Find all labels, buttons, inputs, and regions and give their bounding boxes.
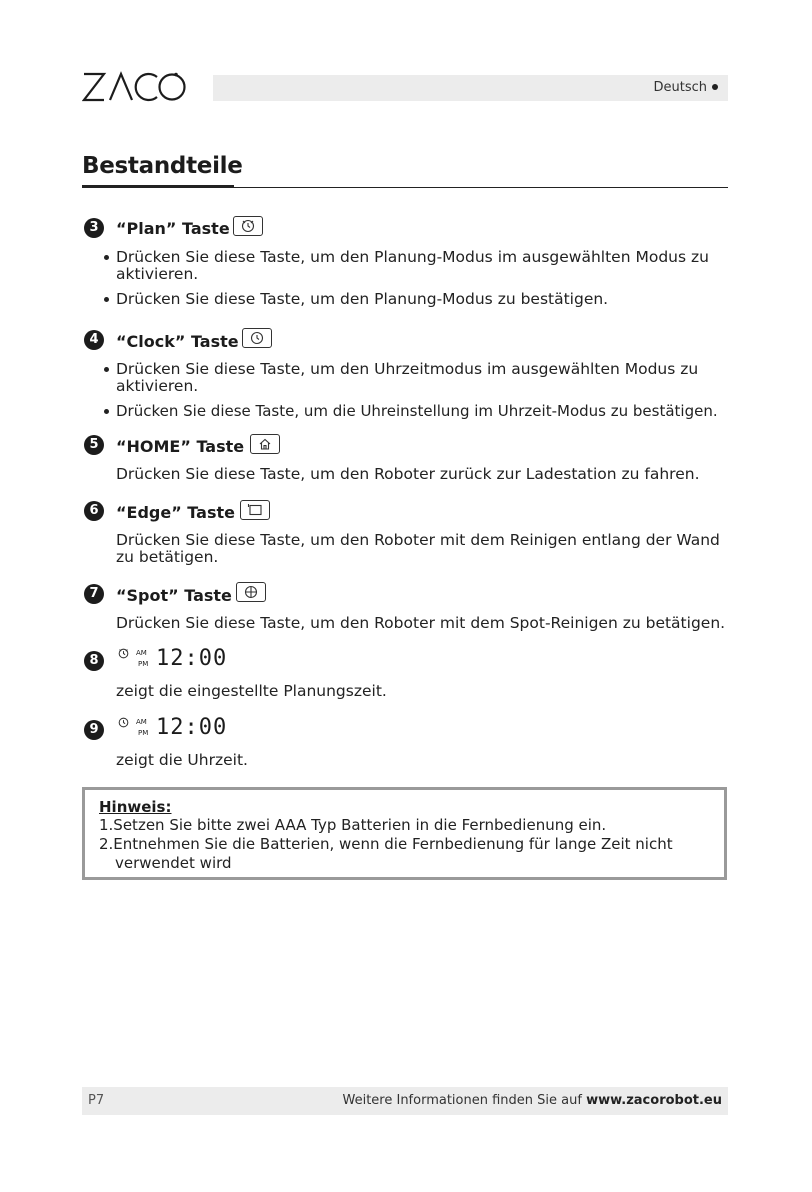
spot-button-icon-box — [236, 582, 266, 602]
header-bar — [213, 75, 728, 101]
clock-bullet-2: Drücken Sie diese Taste, um die Uhreinstellung im Uhrzeit-Modus zu bestätigen. — [116, 401, 746, 421]
item-title-home: “HOME” Taste — [116, 437, 245, 456]
plan-button-icon-box — [233, 216, 263, 236]
home-icon — [258, 437, 272, 451]
clock-bullet-1: Drücken Sie diese Taste, um den Uhrzeitmodus im ausgewählten Modus zu — [116, 359, 736, 379]
item-number-9: 9 — [84, 720, 104, 740]
am-indicator: AM — [136, 649, 147, 657]
edge-button-icon-box — [240, 500, 270, 520]
plan-bullet-1-cont: aktivieren. — [116, 265, 199, 283]
home-description: Drücken Sie diese Taste, um den Roboter zurück zur Ladestation zu fahren. — [116, 465, 700, 483]
zaco-logo — [82, 70, 186, 104]
plan-time-value: 12:00 — [156, 646, 228, 671]
item-title-spot: “Spot” Taste — [116, 586, 232, 605]
pm-indicator: PM — [138, 660, 149, 668]
item-title-clock: “Clock” Taste — [116, 332, 239, 351]
footer-info — [343, 1093, 723, 1108]
clock-button-icon-box — [242, 328, 272, 348]
footer-url-link[interactable]: www.zacorobot.eu — [586, 1093, 722, 1108]
plan-icon — [118, 648, 129, 659]
item-title-edge: “Edge” Taste — [116, 503, 235, 522]
plan-bullet-2: Drücken Sie diese Taste, um den Planung-Modus zu bestätigen. — [116, 289, 736, 309]
item-number-3: 3 — [84, 218, 104, 238]
home-button-icon-box — [250, 434, 280, 454]
plan-bullet-1: Drücken Sie diese Taste, um den Planung-Modus im ausgewählten Modus zu — [116, 247, 736, 267]
language-label: Deutsch — [653, 80, 718, 95]
item-number-7: 7 — [84, 584, 104, 604]
note-line-3: verwendet wird — [115, 854, 232, 872]
plan-icon — [241, 219, 255, 233]
note-line-1: 1.Setzen Sie bitte zwei AAA Typ Batterien in die Fernbedienung ein. — [99, 816, 607, 834]
edge-icon — [247, 503, 263, 517]
item-number-6: 6 — [84, 501, 104, 521]
clock-icon — [250, 331, 264, 345]
edge-description-line-1: Drücken Sie diese Taste, um den Roboter mit dem Reinigen entlang der Wand — [116, 531, 720, 549]
item-number-5: 5 — [84, 435, 104, 455]
item-number-8: 8 — [84, 651, 104, 671]
plan-time-description: zeigt die eingestellte Planungszeit. — [116, 682, 387, 700]
spot-icon — [244, 585, 258, 599]
clock-time-description: zeigt die Uhrzeit. — [116, 751, 248, 769]
footer-text: Weitere Informationen finden Sie auf — [342, 1093, 582, 1108]
clock-time-value: 12:00 — [156, 715, 228, 740]
item-number-4: 4 — [84, 330, 104, 350]
note-title: Hinweis: — [99, 798, 172, 816]
pm-indicator: PM — [138, 729, 149, 737]
bullet-dot-icon — [712, 84, 718, 90]
am-indicator: AM — [136, 718, 147, 726]
section-title: Bestandteile — [82, 153, 243, 179]
edge-description-line-2: zu betätigen. — [116, 548, 219, 566]
clock-icon — [118, 717, 129, 728]
footer-bar — [82, 1087, 728, 1115]
page-number: P7 — [88, 1093, 105, 1108]
note-box — [82, 787, 727, 880]
title-underline — [82, 185, 234, 188]
note-line-2: 2.Entnehmen Sie die Batterien, wenn die Fernbedienung für lange Zeit nicht — [99, 835, 673, 853]
spot-description: Drücken Sie diese Taste, um den Roboter mit dem Spot-Reinigen zu betätigen. — [116, 614, 726, 632]
item-title-plan: “Plan” Taste — [116, 219, 230, 238]
clock-bullet-1-cont: aktivieren. — [116, 377, 199, 395]
